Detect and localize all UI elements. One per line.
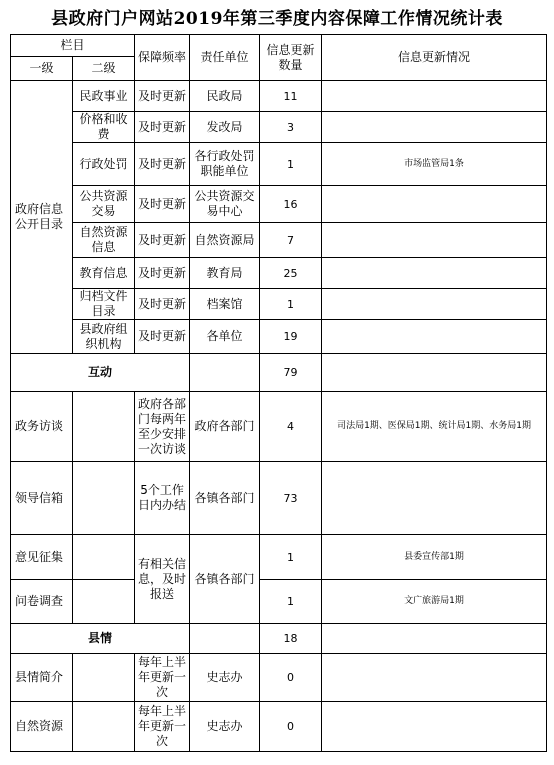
cell-status — [322, 112, 547, 143]
cell-sub: 归档文件目录 — [73, 289, 135, 320]
table-row — [11, 112, 547, 143]
cell-unit: 档案馆 — [190, 289, 260, 320]
section-gov-name: 政府信息公开目录 — [11, 81, 73, 354]
cell-sub: 自然资源信息 — [73, 223, 135, 258]
cell-sub — [73, 654, 135, 702]
header-level2: 二级 — [73, 57, 135, 81]
cell-status — [322, 624, 547, 654]
cell-sub: 民政事业 — [73, 81, 135, 112]
cell-name: 问卷调查 — [11, 580, 73, 624]
cell-sub: 价格和收费 — [73, 112, 135, 143]
cell-status — [322, 702, 547, 752]
cell-name: 县情简介 — [11, 654, 73, 702]
table-row — [11, 702, 547, 752]
cell-status: 文广旅游局1期 — [322, 580, 547, 624]
cell-freq: 及时更新 — [135, 289, 190, 320]
table-row — [11, 654, 547, 702]
cell-sub: 教育信息 — [73, 258, 135, 289]
cell-sub — [73, 535, 135, 580]
cell-count: 3 — [260, 112, 322, 143]
cell-sub: 行政处罚 — [73, 143, 135, 186]
table-row — [11, 258, 547, 289]
cell-freq: 及时更新 — [135, 81, 190, 112]
cell-status: 司法局1期、医保局1期、统计局1期、水务局1期 — [322, 392, 547, 462]
cell-count: 0 — [260, 654, 322, 702]
cell-unit — [190, 624, 260, 654]
cell-unit: 各单位 — [190, 320, 260, 354]
header-count: 信息更新数量 — [260, 35, 322, 81]
cell-count: 25 — [260, 258, 322, 289]
cell-freq: 每年上半年更新一次 — [135, 702, 190, 752]
cell-sub — [73, 702, 135, 752]
section-row-interact — [11, 354, 547, 392]
cell-status: 市场监管局1条 — [322, 143, 547, 186]
cell-unit: 史志办 — [190, 702, 260, 752]
cell-count: 16 — [260, 186, 322, 223]
cell-count: 19 — [260, 320, 322, 354]
header-row — [11, 35, 547, 57]
cell-status — [322, 81, 547, 112]
cell-unit: 教育局 — [190, 258, 260, 289]
table-row — [11, 223, 547, 258]
table-row — [11, 81, 547, 112]
cell-freq: 及时更新 — [135, 223, 190, 258]
cell-status — [322, 354, 547, 392]
table-row — [11, 143, 547, 186]
cell-status — [322, 320, 547, 354]
table-row — [11, 535, 547, 580]
statistics-table — [10, 34, 547, 752]
cell-status — [322, 258, 547, 289]
table-row — [11, 392, 547, 462]
cell-freq: 每年上半年更新一次 — [135, 654, 190, 702]
table-row — [11, 462, 547, 535]
table-row — [11, 289, 547, 320]
cell-name: 政务访谈 — [11, 392, 73, 462]
page-title: 县政府门户网站2019年第三季度内容保障工作情况统计表 — [51, 9, 503, 29]
section-interact-count: 79 — [260, 354, 322, 392]
table-row — [11, 580, 547, 624]
table-row — [11, 186, 547, 223]
cell-unit: 民政局 — [190, 81, 260, 112]
cell-name: 自然资源 — [11, 702, 73, 752]
cell-name: 领导信箱 — [11, 462, 73, 535]
cell-count: 73 — [260, 462, 322, 535]
section-county-count: 18 — [260, 624, 322, 654]
cell-freq: 政府各部门每两年至少安排一次访谈 — [135, 392, 190, 462]
cell-status — [322, 186, 547, 223]
cell-unit: 各镇各部门 — [190, 462, 260, 535]
cell-count: 11 — [260, 81, 322, 112]
cell-unit: 政府各部门 — [190, 392, 260, 462]
cell-status — [322, 654, 547, 702]
section-county-name: 县情 — [11, 624, 190, 654]
cell-unit: 自然资源局 — [190, 223, 260, 258]
cell-count: 1 — [260, 535, 322, 580]
table-row — [11, 320, 547, 354]
cell-status — [322, 223, 547, 258]
cell-count: 1 — [260, 143, 322, 186]
cell-count: 4 — [260, 392, 322, 462]
cell-name: 意见征集 — [11, 535, 73, 580]
cell-unit: 各镇各部门 — [190, 535, 260, 624]
cell-unit: 各行政处罚职能单位 — [190, 143, 260, 186]
cell-freq: 有相关信息，及时报送 — [135, 535, 190, 624]
cell-freq: 及时更新 — [135, 112, 190, 143]
cell-freq: 及时更新 — [135, 258, 190, 289]
cell-status — [322, 289, 547, 320]
cell-unit: 史志办 — [190, 654, 260, 702]
cell-unit: 发改局 — [190, 112, 260, 143]
cell-freq: 5个工作日内办结 — [135, 462, 190, 535]
cell-sub — [73, 580, 135, 624]
header-level1: 一级 — [11, 57, 73, 81]
cell-freq: 及时更新 — [135, 186, 190, 223]
cell-count: 0 — [260, 702, 322, 752]
cell-count: 1 — [260, 580, 322, 624]
cell-unit: 公共资源交易中心 — [190, 186, 260, 223]
section-row-county — [11, 624, 547, 654]
cell-sub: 县政府组织机构 — [73, 320, 135, 354]
cell-status: 县委宣传部1期 — [322, 535, 547, 580]
header-frequency: 保障频率 — [135, 35, 190, 81]
cell-freq: 及时更新 — [135, 143, 190, 186]
header-column: 栏目 — [11, 35, 135, 57]
section-interact-name: 互动 — [11, 354, 190, 392]
cell-freq: 及时更新 — [135, 320, 190, 354]
header-status: 信息更新情况 — [322, 35, 547, 81]
cell-status — [322, 462, 547, 535]
cell-sub — [73, 462, 135, 535]
cell-sub: 公共资源交易 — [73, 186, 135, 223]
cell-count: 1 — [260, 289, 322, 320]
header-unit: 责任单位 — [190, 35, 260, 81]
cell-sub — [73, 392, 135, 462]
cell-count: 7 — [260, 223, 322, 258]
cell-unit — [190, 354, 260, 392]
